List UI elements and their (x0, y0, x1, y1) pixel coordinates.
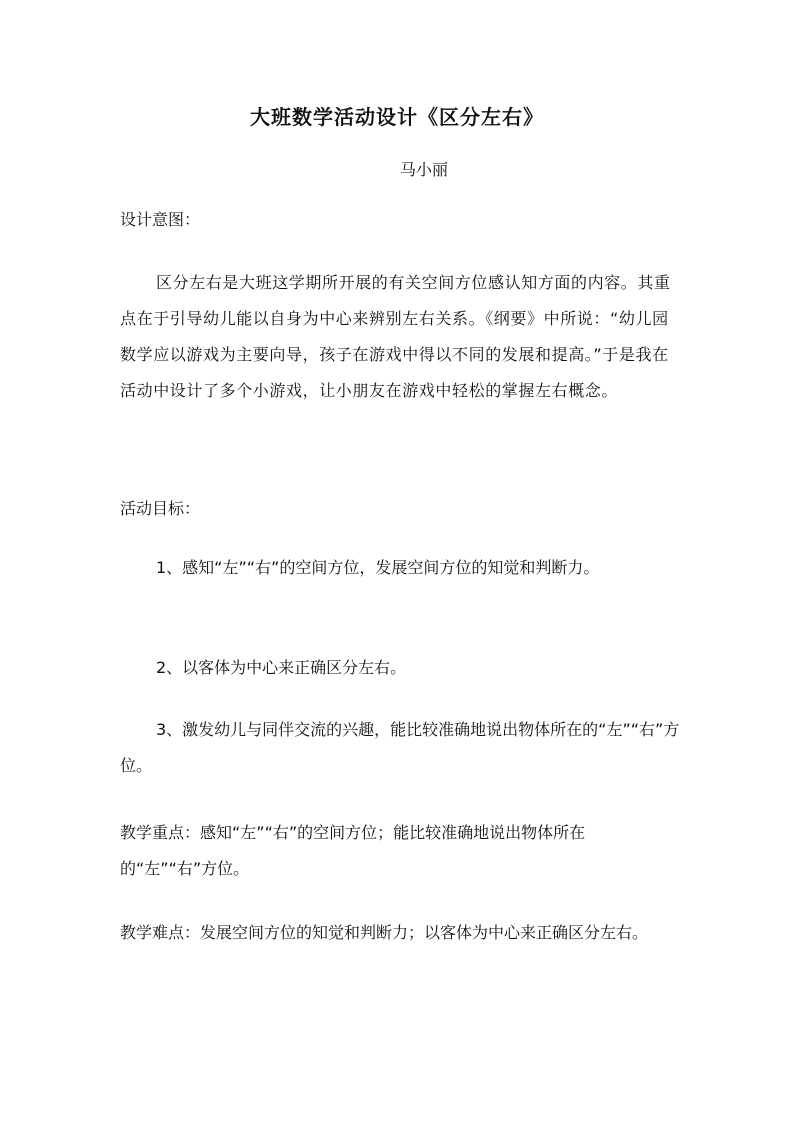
author-name: 马小丽 (400, 160, 449, 179)
goal-item-1: 1、感知“左”“右”的空间方位，发展空间方位的知觉和判断力。 (156, 558, 600, 577)
document-title: 大班数学活动设计《区分左右》 (250, 105, 544, 129)
design-intent-paragraph: 区分左右是大班这学期所开展的有关空间方位感认知方面的内容。其重点在于引导幼儿能以自身为中心来辨别左右关系。《纲要》中所说：“幼儿园数学应以游戏为主要向导，孩子在游戏中得以不同的发展和提高。”于是我在活动中设计了多个小游戏，让小朋友在游戏中轻松的掌握左右概念。 (120, 273, 671, 400)
key-point-paragraph: 教学重点：感知“左”“右”的空间方位；能比较准确地说出物体所在的“左”“右”方位。 (120, 823, 586, 878)
goals-heading: 活动目标： (120, 499, 201, 518)
design-intent-heading: 设计意图： (120, 210, 201, 229)
difficulty-paragraph: 教学难点：发展空间方位的知觉和判断力；以客体为中心来正确区分左右。 (120, 923, 649, 942)
goal-item-2: 2、以客体为中心来正确区分左右。 (156, 658, 407, 677)
goal-item-3: 3、激发幼儿与同伴交流的兴趣，能比较准确地说出物体所在的“左”“右”方位。 (120, 720, 680, 775)
